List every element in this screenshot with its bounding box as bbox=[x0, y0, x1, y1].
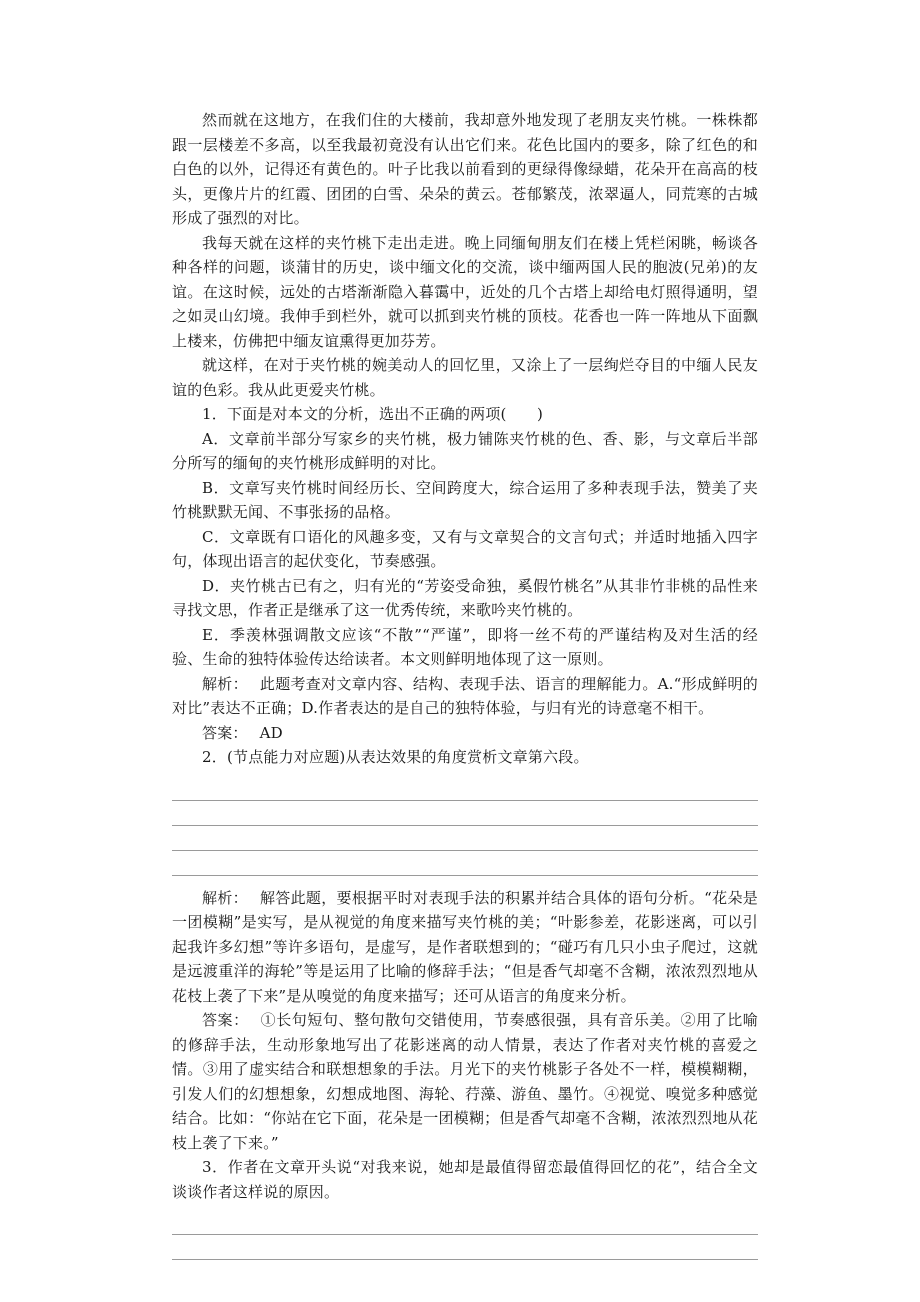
question-2-stem: 2．(节点能力对应题)从表达效果的角度赏析文章第六段。 bbox=[202, 748, 589, 766]
question-2-answer-lines bbox=[172, 776, 758, 876]
question-1-option-b: B．文章写夹竹桃时间经历长、空间跨度大，综合运用了多种表现手法，赞美了夹竹桃默默无闻、不事张扬的品格。 bbox=[172, 478, 758, 521]
answer-line bbox=[172, 826, 758, 851]
analysis-label: 解析： bbox=[202, 888, 248, 907]
question-3-stem: 3．作者在文章开头说“对我来说，她却是最值得留恋最值得回忆的花”，结合全文谈谈作者这样说的原因。 bbox=[172, 1158, 758, 1201]
passage-paragraph-2: 我每天就在这样的夹竹桃下走出走进。晚上同缅甸朋友们在楼上凭栏闲眺，畅谈各种各样的问题，谈蒲甘的历史，谈中缅文化的交流，谈中缅两国人民的胞波(兄弟)的友谊。在这时候，远处的古塔渐渐隐入暮霭中，近处的几个古塔上却给电灯照得通明，望之如灵山幻境。我伸手到栏外，就可以抓到夹竹桃的顶枝。花香也一阵一阵地从下面飘上楼来，仿佛把中缅友谊熏得更加芬芳。 bbox=[172, 233, 758, 350]
analysis-text: 解答此题，要根据平时对表现手法的积累并结合具体的语句分析。“花朵是一团模糊”是实写，是从视觉的角度来描写夹竹桃的美；“叶影参差，花影迷离，可以引起我许多幻想”等许多语句，是虚写，是作者联想到的；“碰巧有几只小虫子爬过，这就是远渡重洋的海轮”等是运用了比喻的修辞手法；“但是香气却毫不含糊，浓浓烈烈地从花枝上袭了下来”是从嗅觉的角度来描写；还可从语言的角度来分析。 bbox=[172, 888, 758, 1005]
question-2-analysis bbox=[172, 886, 758, 1009]
answer-text: ①长句短句、整句散句交错使用，节奏感很强，具有音乐美。②用了比喻的修辞手法，生动形象地写出了花影迷离的动人情景，表达了作者对夹竹桃的喜爱之情。③用了虚实结合和联想想象的手法。月光下的夹竹桃影子各处不一样，模模糊糊，引发人们的幻想想象，幻想成地图、海轮、荇藻、游鱼、墨竹。④视觉、嗅觉多种感觉结合。比如：“你站在它下面，花朵是一团模糊；但是香气却毫不含糊，浓浓烈烈地从花枝上袭了下来。” bbox=[172, 1011, 759, 1152]
passage-paragraph-3: 就这样，在对于夹竹桃的婉美动人的回忆里，又涂上了一层绚烂夺目的中缅人民友谊的色彩。我从此更爱夹竹桃。 bbox=[172, 356, 758, 399]
question-1-stem: 1．下面是对本文的分析，选出不正确的两项( ) bbox=[202, 405, 544, 423]
question-1-option-d: D．夹竹桃古已有之，归有光的“芳姿受命独，奚假竹桃名”从其非竹非桃的品性来寻找文思，作者正是继承了这一优秀传统，来歌吟夹竹桃的。 bbox=[172, 576, 758, 619]
analysis-label: 解析： bbox=[202, 674, 248, 693]
answer-label: 答案： bbox=[202, 1011, 249, 1029]
answer-line bbox=[172, 851, 758, 876]
question-1-option-c: C．文章既有口语化的风趣多变，又有与文章契合的文言句式；并适时地插入四字句，体现出语言的起伏变化，节奏感强。 bbox=[172, 527, 758, 570]
document-page bbox=[172, 108, 758, 1270]
question-1-option-a: A．文章前半部分写家乡的夹竹桃，极力铺陈夹竹桃的色、香、影，与文章后半部分所写的缅甸的夹竹桃形成鲜明的对比。 bbox=[172, 429, 758, 472]
question-1-answer bbox=[172, 721, 758, 746]
question-1-option-e: E．季羡林强调散文应该“不散”“严谨”，即将一丝不苟的严谨结构及对生活的经验、生命的独特体验传达给读者。本文则鲜明地体现了这一原则。 bbox=[172, 625, 758, 668]
question-3-answer-lines bbox=[172, 1210, 758, 1260]
answer-line bbox=[172, 1210, 758, 1235]
passage-paragraph-1: 然而就在这地方，在我们住的大楼前，我却意外地发现了老朋友夹竹桃。一株株都跟一层楼差不多高，以至我最初竟没有认出它们来。花色比国内的要多，除了红色的和白色的以外，记得还有黄色的。叶子比我以前看到的更绿得像绿蜡，花朵开在高高的枝头，更像片片的红霞、团团的白雪、朵朵的黄云。苍郁繁茂，浓翠逼人，同荒寒的古城形成了强烈的对比。 bbox=[172, 111, 758, 227]
analysis-text: 此题考查对文章内容、结构、表现手法、语言的理解能力。A.“形成鲜明的对比”表达不正确；D.作者表达的是自己的独特体验，与归有光的诗意毫不相干。 bbox=[172, 674, 758, 717]
answer-text: AD bbox=[259, 723, 283, 742]
answer-label: 答案： bbox=[202, 723, 248, 742]
question-2-answer bbox=[172, 1008, 758, 1155]
question-1-analysis bbox=[172, 672, 758, 721]
answer-line bbox=[172, 801, 758, 826]
answer-line bbox=[172, 1235, 758, 1260]
answer-line bbox=[172, 776, 758, 801]
